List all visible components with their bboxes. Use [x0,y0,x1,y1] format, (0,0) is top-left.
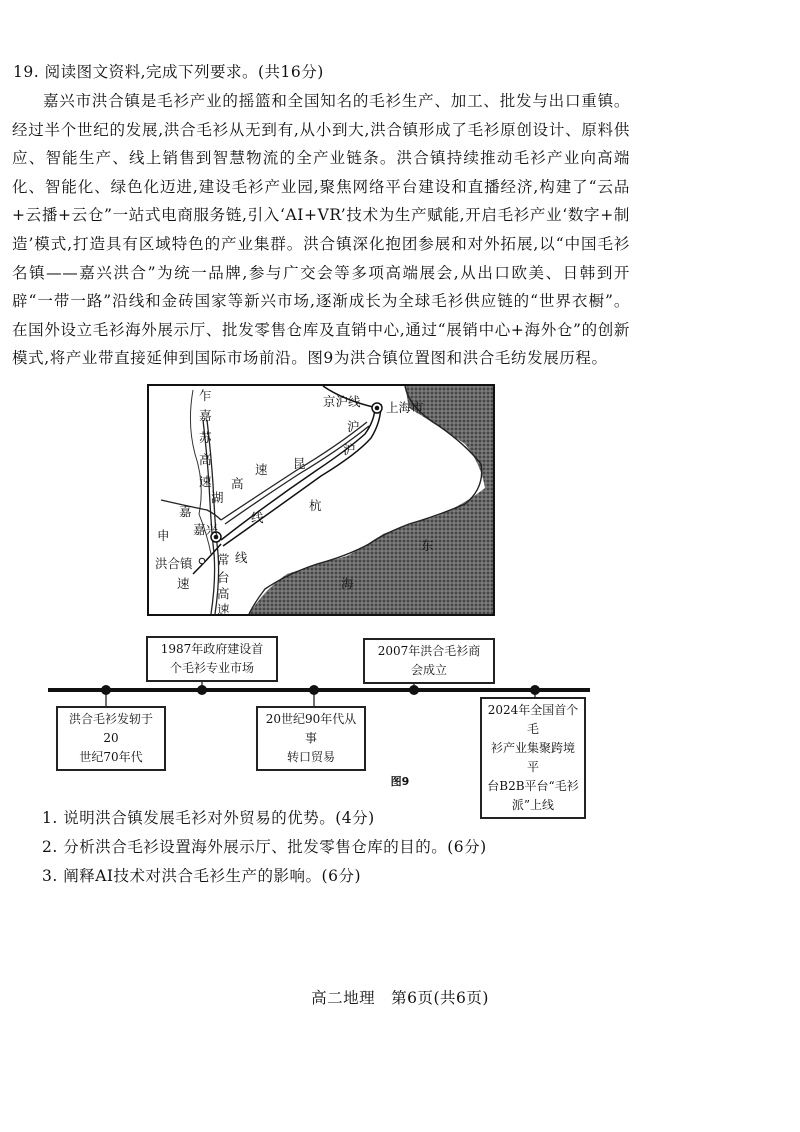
passage-text: 嘉兴市洪合镇是毛衫产业的摇篮和全国知名的毛衫生产、加工、批发与出口重镇。经过半个世纪的发展,洪合毛衫从无到有,从小到大,洪合镇形成了毛衫原创设计、原料供应、智能生产、线上销售到智慧物流的全产业链条。洪合镇持续推动毛衫产业向高端化、智能化、绿色化迈进,建设毛衫产业园,聚焦网络平台建设和直播经济,构建了“云品+云播+云仓”一站式电商服务链,引入‘AI+VR’技术为生产赋能,开启毛衫产业‘数字+制造’模式,打造具有区域特色的产业集群。洪合镇深化抱团参展和对外拓展,以“中国毛衫名镇——嘉兴洪合”为统一品牌,参与广交会等多项高端展会,从出口欧美、日韩到开辟“一带一路”沿线和金砖国家等新兴市场,逐渐成长为全球毛衫供应链的“世界衣橱”。在国外设立毛衫海外展示厅、批发零售仓库及直销中心,通过“展销中心+海外仓”的创新模式,将产业带直接延伸到国际市场前沿。图9为洪合镇位置图和洪合毛纺发展历程。 [12,92,630,368]
label-jia: 嘉 [179,504,192,519]
figure-caption: 图9 [390,775,410,788]
timeline-event-1990s: 20世纪90年代从事 转口贸易 [256,706,366,771]
label-changtai-1: 常 [217,552,230,567]
label-jiaxing: 嘉兴 [193,522,219,537]
question-heading: 19. 阅读图文资料,完成下列要求。(共16分) [13,63,324,81]
label-jinghu: 京沪线 [323,394,361,409]
label-hai: 海 [341,576,354,591]
label-jiasu-4: 速 [199,474,212,489]
label-jiasu-1: 嘉 [199,408,212,423]
label-xian-1: 线 [251,510,264,525]
passage [12,87,630,373]
label-hu-1: 沪 [347,419,360,434]
label-xian-2: 线 [235,550,248,565]
label-hu-2: 沪 [343,442,356,457]
sub-question-1: 1. 说明洪合镇发展毛衫对外贸易的优势。(4分) [42,809,375,827]
label-su: 速 [255,462,268,477]
label-honghe: 洪合镇 [155,556,193,571]
label-changtai-2: 台 [217,570,230,585]
sub-question-3: 3. 阐释AI技术对洪合毛衫生产的影响。(6分) [42,867,361,885]
honghe-marker [199,558,205,564]
label-shanghai: 上海市 [386,400,424,415]
label-su-west: 速 [177,576,190,591]
label-changtai-4: 速 [217,602,230,616]
sub-question-2: 2. 分析洪合毛衫设置海外展示厅、批发零售仓库的目的。(6分) [42,838,487,856]
timeline-event-2007: 2007年洪合毛衫商 会成立 [363,638,495,684]
timeline-event-1970s: 洪合毛衫发轫于20 世纪70年代 [56,706,166,771]
label-zha: 乍 [199,388,212,403]
label-hu: 湖 [211,490,224,505]
label-jiasu-2: 苏 [199,430,212,445]
label-shen: 申 [157,528,170,543]
label-dong: 东 [421,538,434,553]
timeline-event-1987: 1987年政府建设首 个毛衫专业市场 [146,636,278,682]
label-changtai-3: 高 [217,586,230,601]
label-hang: 杭 [309,498,322,513]
timeline-event-2024: 2024年全国首个毛 衫产业集聚跨境平 台B2B平台“毛衫 派”上线 [480,697,586,819]
location-map [147,384,495,616]
label-jiasu-3: 高 [199,452,212,467]
label-gao: 高 [231,476,244,491]
page-footer: 高二地理 第6页(共6页) [311,989,489,1007]
label-kun: 昆 [293,456,306,471]
